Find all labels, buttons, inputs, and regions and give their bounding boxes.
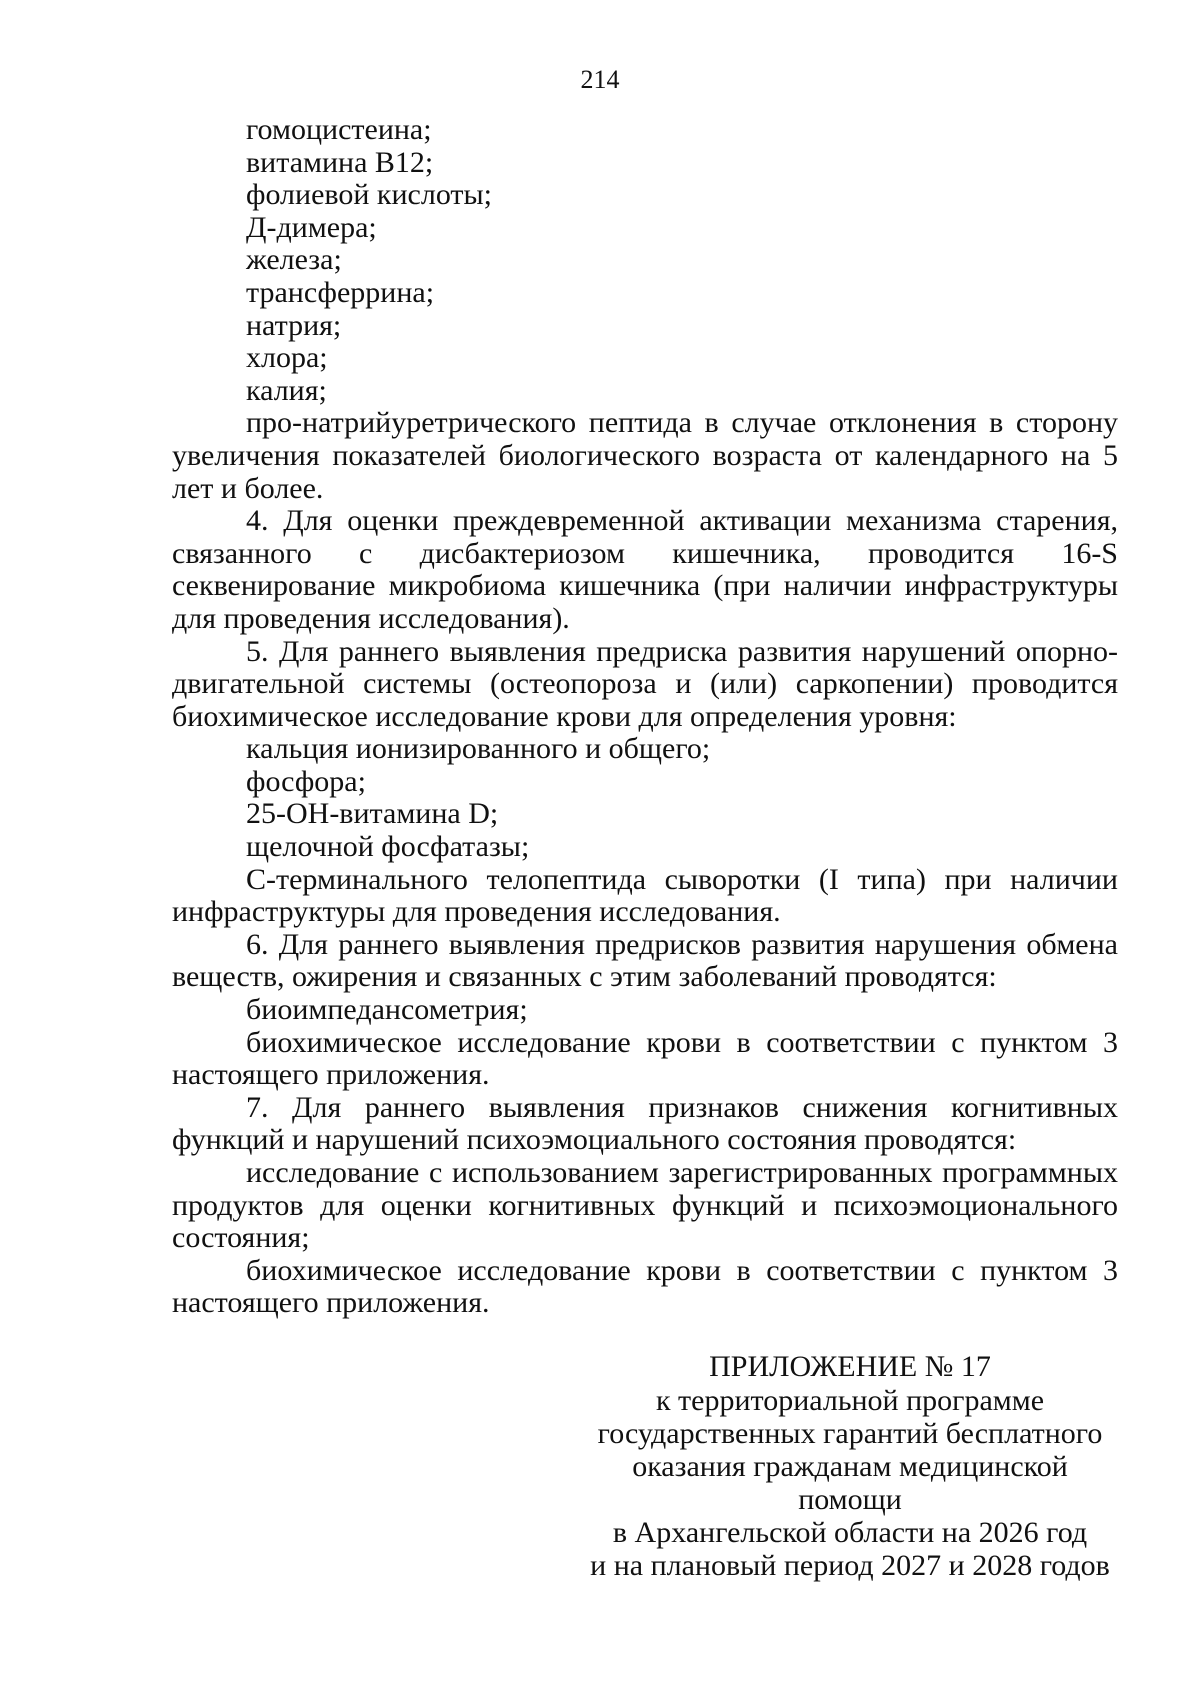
appendix-line: в Архангельской области на 2026 год [612,1516,1088,1549]
appendix-title: ПРИЛОЖЕНИЕ № 17 [709,1350,991,1383]
paragraph: биохимическое исследование крови в соответствии с пунктом 3 настоящего приложения. [172,1025,1118,1092]
appendix-line: оказания гражданам медицинской помощи [632,1450,1068,1516]
list-item: щелочной фосфатазы; [246,830,530,864]
appendix-line: к территориальной программе [655,1384,1045,1417]
list-item: фосфора; [246,764,366,798]
list-item: биоимпедансометрия; [246,993,528,1027]
paragraph: биохимическое исследование крови в соответствии с пунктом 3 настоящего приложения. [172,1253,1118,1320]
list-item: кальция ионизированного и общего; [246,732,711,766]
list-item: трансферрина; [246,275,435,309]
paragraph: 6. Для раннего выявления предрисков развития нарушения обмена веществ, ожирения и связанных с этим заболеваний проводятся: [172,927,1118,994]
paragraph: 7. Для раннего выявления признаков снижения когнитивных функций и нарушений психоэмоциального состояния проводятся: [172,1090,1118,1157]
paragraph: 5. Для раннего выявления предриска развития нарушений опорно-двигательной системы (остеопороза и (или) саркопении) проводится биохимическое исследование крови для определения уровня: [172,634,1118,733]
appendix-line: и на плановый период 2027 и 2028 годов [590,1549,1110,1582]
list-item: железа; [246,243,342,277]
list-item: 25-OH-витамина D; [246,797,499,831]
document-body [172,114,1118,1320]
list-item: витамина B12; [246,145,434,179]
list-item: натрия; [246,308,342,342]
list-item: Д-димера; [246,210,377,244]
paragraph: исследование с использованием зарегистрированных программных продуктов для оценки когнитивных функций и психоэмоционального состояния; [172,1156,1118,1255]
list-item: калия; [246,373,327,407]
list-item: хлора; [246,341,328,375]
appendix-line: государственных гарантий бесплатного [597,1417,1103,1450]
paragraph: про-натрийуретрического пептида в случае отклонения в сторону увеличения показателей биологического возраста от календарного на 5 лет и более. [172,406,1118,505]
list-item: фолиевой кислоты; [246,178,493,212]
paragraph: 4. Для оценки преждевременной активации механизма старения, связанного с дисбактериозом кишечника, проводится 16-S секвенирование микробиома кишечника (при наличии инфраструктуры для проведения исследования). [172,504,1118,635]
appendix-header [580,1350,1120,1582]
paragraph: С-терминального телопептида сыворотки (I типа) при наличии инфраструктуры для проведения исследования. [172,862,1118,929]
page-number: 214 [580,65,620,94]
list-item: гомоцистеина; [246,113,432,146]
